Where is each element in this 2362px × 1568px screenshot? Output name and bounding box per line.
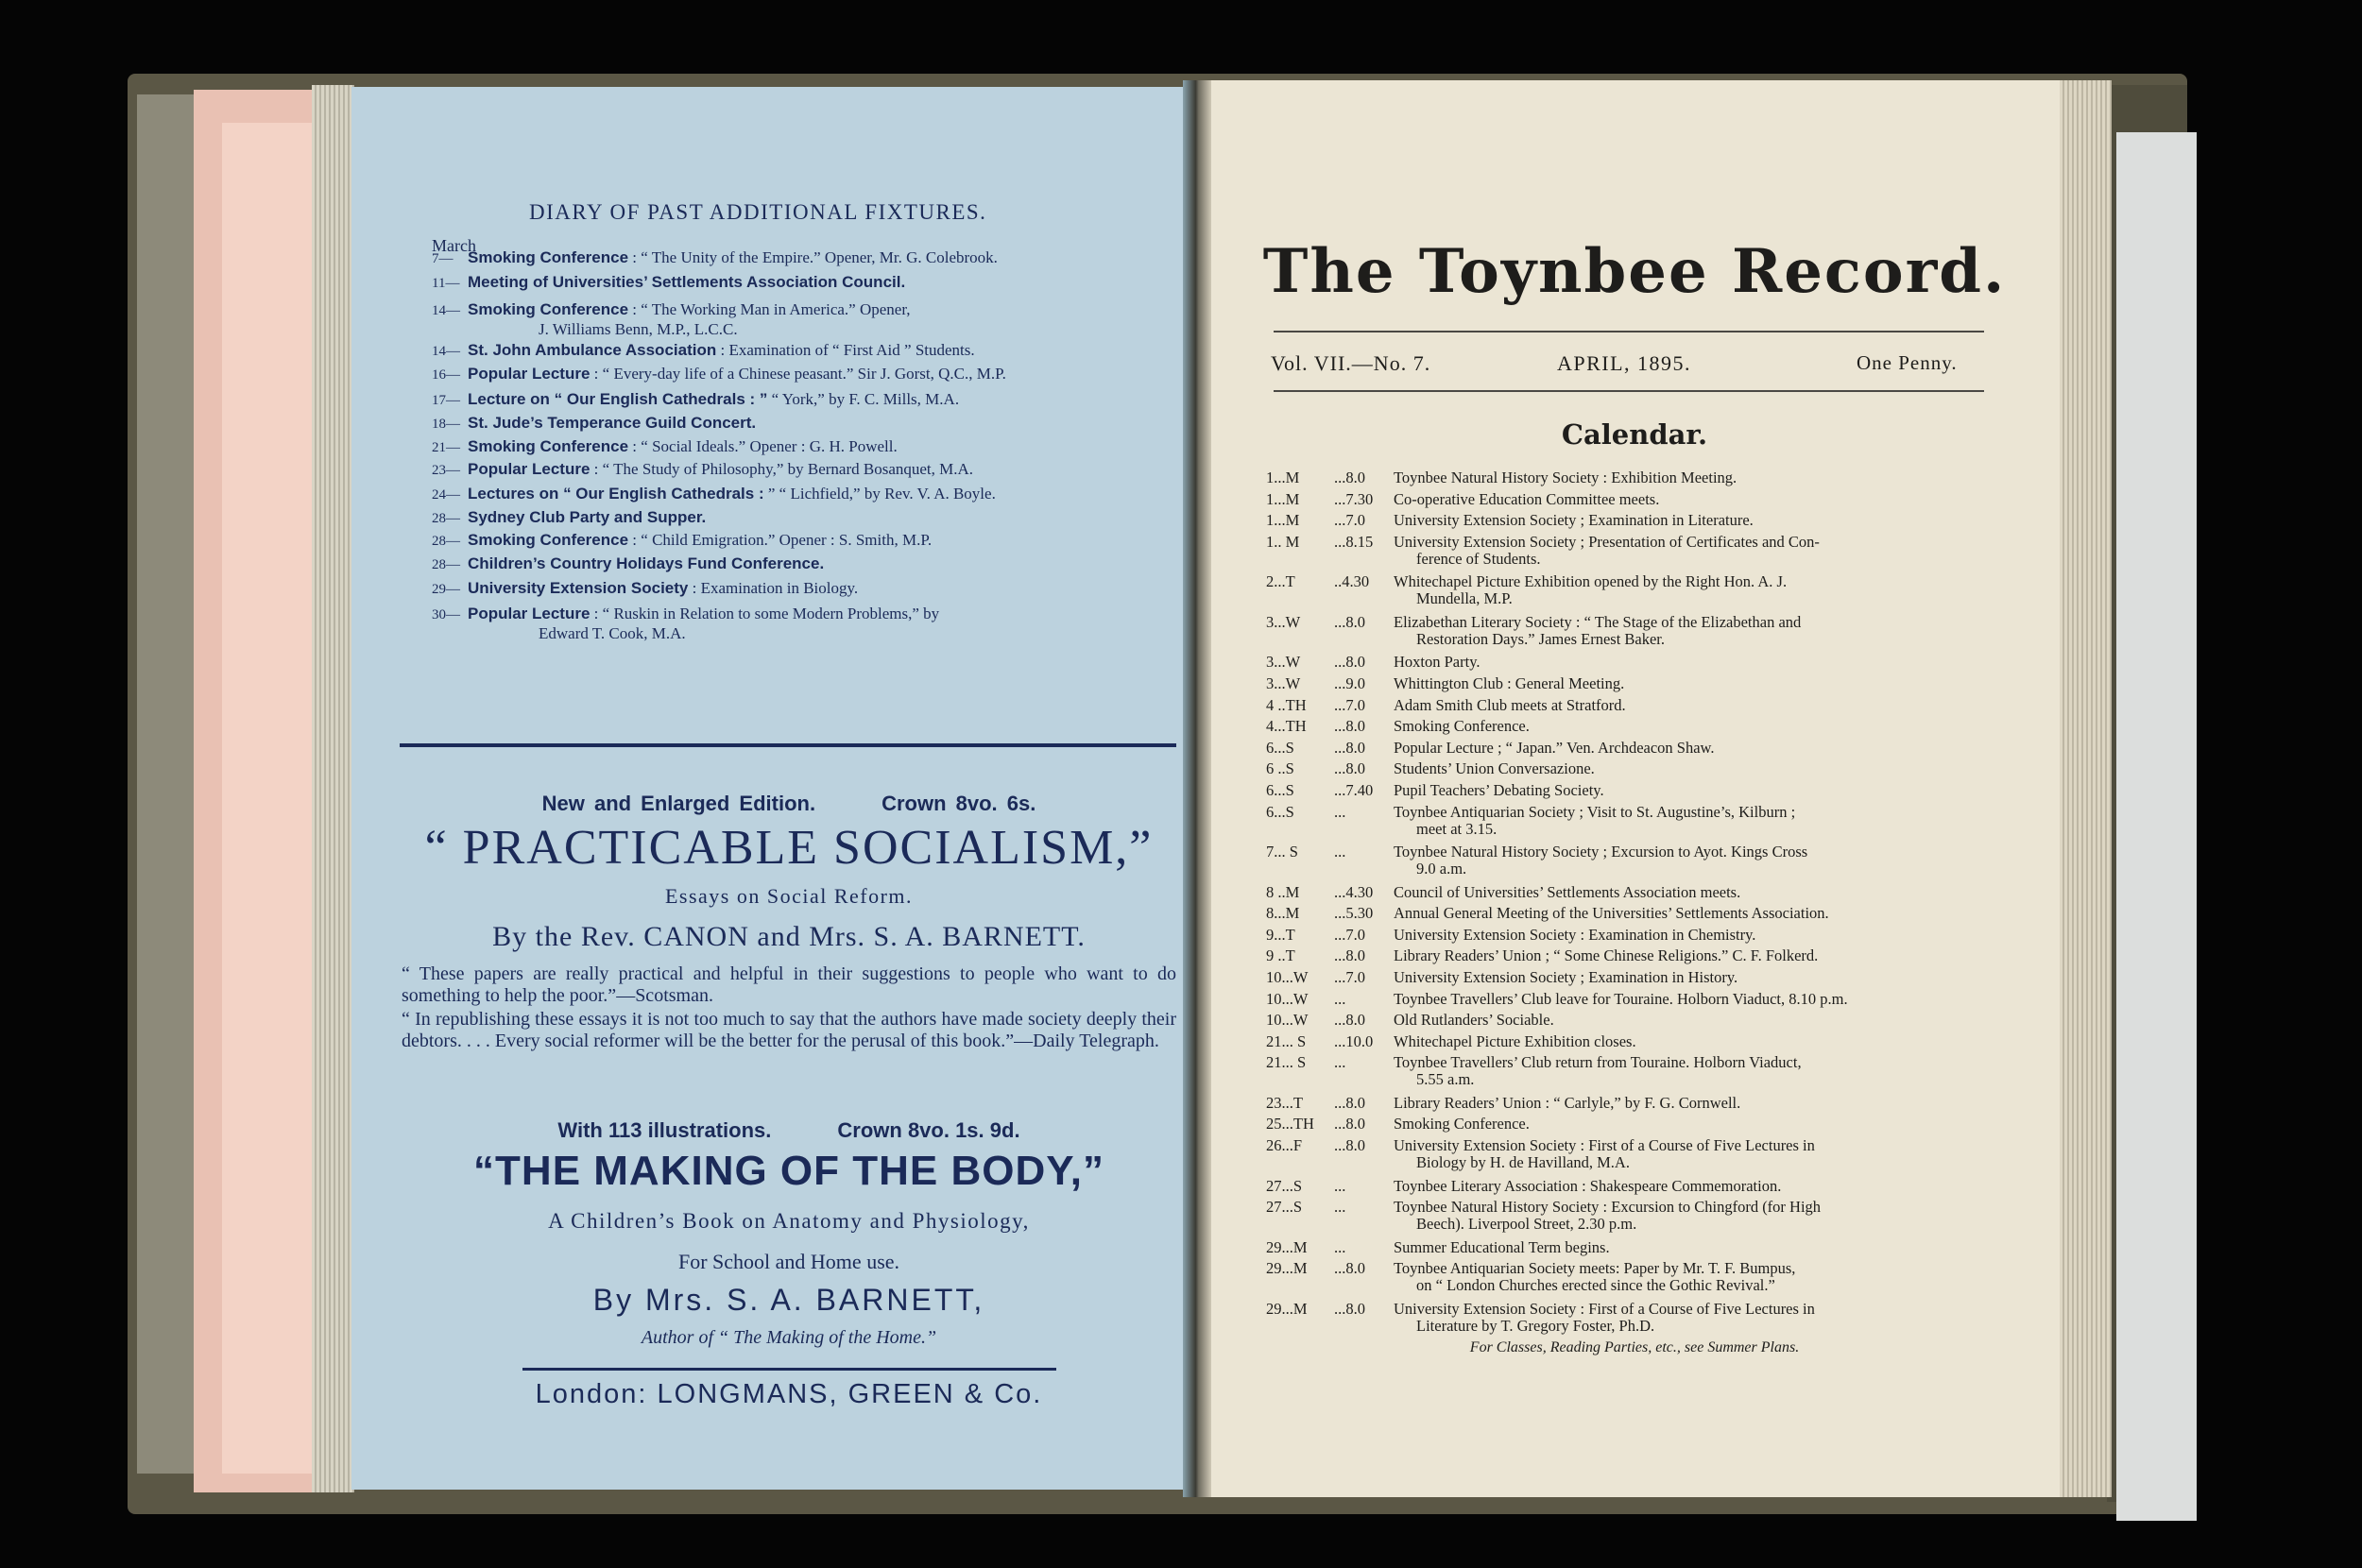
entry-text: Toynbee Antiquarian Society meets: Paper by Mr. T. F. Bumpus, [1394, 1259, 1796, 1278]
entry-text: Toynbee Travellers’ Club leave for Touraine. Holborn Viaduct, 8.10 p.m. [1394, 989, 1848, 1008]
fixture-heading: Lectures on “ Our English Cathedrals : [468, 485, 764, 503]
entry-date: 27...S [1266, 1176, 1303, 1195]
calendar-entry [1266, 1116, 1989, 1133]
entry-text: Students’ Union Conversazione. [1394, 759, 1595, 778]
entry-date: 9...T [1266, 925, 1295, 944]
entry-text: Old Rutlanders’ Sociable. [1394, 1011, 1554, 1030]
fixture-day: 17— [432, 393, 460, 408]
fixture-detail: ” “ Lichfield,” by Rev. V. A. Boyle. [767, 485, 996, 503]
entry-date: 1.. M [1266, 532, 1300, 551]
fixture-heading: Lecture on “ Our English Cathedrals : ” [468, 390, 768, 408]
ad1-quote-telegraph: “ In republishing these essays it is not too much to say that the authors have made society deeply their debtors. . . . Every social reformer will be the better for the perusal of this book.”—Daily Telegraph. [402, 1009, 1176, 1051]
entry-date: 21... S [1266, 1031, 1307, 1050]
calendar-entry [1266, 947, 1989, 964]
entry-text: Elizabethan Literary Society : “ The Stage of the Elizabethan and [1394, 612, 1802, 631]
fixture-row [432, 414, 1155, 434]
fixture-detail: : “ The Study of Philosophy,” by Bernard Bosanquet, M.A. [593, 460, 974, 478]
entry-time: ... [1334, 1053, 1346, 1072]
fixture-row [432, 248, 1155, 268]
page-edges-left [312, 85, 354, 1492]
entry-time: ...8.0 [1334, 1299, 1365, 1318]
fixture-heading: Popular Lecture [468, 460, 590, 478]
entry-time: ...4.30 [1334, 882, 1374, 901]
entry-date: 3...W [1266, 673, 1301, 692]
calendar-entry [1266, 740, 1989, 757]
entry-time: ...7.40 [1334, 780, 1374, 799]
entry-date: 27...S [1266, 1198, 1303, 1217]
entry-date: 3...W [1266, 653, 1301, 672]
fixture-day: 28— [432, 511, 460, 526]
issue-price: One Penny. [1857, 351, 1958, 374]
calendar-entry [1266, 927, 1989, 944]
fixture-detail: “ York,” by F. C. Mills, M.A. [771, 390, 960, 408]
calendar-entry [1266, 1137, 1989, 1171]
ad1-quote-scotsman: “ These papers are really practical and helpful in their suggestions to people who want to do something to help the poor.”—Scotsman. [402, 963, 1176, 1006]
entry-text: University Extension Society ; Examination in History. [1394, 967, 1738, 986]
calendar-title: Calendar. [1561, 418, 1708, 451]
fixture-detail: : “ Child Emigration.” Opener : S. Smith, M.P. [632, 531, 933, 549]
entry-time: ... [1334, 989, 1346, 1008]
fixture-heading: Children’s Country Holidays Fund Conference. [468, 554, 825, 572]
entry-date: 10...W [1266, 967, 1309, 986]
entry-text: Library Readers’ Union : “ Carlyle,” by F. G. Cornwell. [1394, 1093, 1741, 1112]
fixture-heading: Smoking Conference [468, 248, 629, 266]
entry-time: ...8.0 [1334, 469, 1365, 486]
entry-date: 3...W [1266, 612, 1301, 631]
fixture-day: 16— [432, 367, 460, 383]
fixture-detail: : “ Ruskin in Relation to some Modern Problems,” by [593, 605, 940, 622]
fixture-row [432, 300, 1155, 338]
volume-number: Vol. VII.—No. 7. [1271, 351, 1431, 375]
entry-time: ... [1334, 1198, 1346, 1217]
fixture-day: 14— [432, 303, 460, 318]
calendar-entry [1266, 1199, 1989, 1233]
fixture-row [432, 365, 1155, 384]
entry-time: ...7.0 [1334, 967, 1365, 986]
calendar-entry [1266, 884, 1989, 901]
fixture-day: 21— [432, 440, 460, 455]
fixture-row [432, 605, 1155, 642]
entry-time: ... [1334, 802, 1346, 821]
ad2-title: “THE MAKING OF THE BODY,” [473, 1148, 1104, 1194]
fixture-heading: Popular Lecture [468, 605, 590, 622]
entry-text: Whitechapel Picture Exhibition closes. [1394, 1031, 1636, 1050]
left-page [351, 87, 1183, 1490]
entry-text: Summer Educational Term begins. [1394, 1237, 1610, 1256]
calendar-entry [1266, 1095, 1989, 1112]
fixture-row [432, 460, 1155, 480]
fixture-heading: Meeting of Universities’ Settlements Association Council. [468, 273, 906, 291]
entry-time: ...8.0 [1334, 759, 1365, 778]
calendar-entry [1266, 614, 1989, 648]
fixture-detail: : “ Every-day life of a Chinese peasant.” Sir J. Gorst, Q.C., M.P. [593, 365, 1006, 383]
entry-date: 6...S [1266, 738, 1294, 757]
calendar-footnote: For Classes, Reading Parties, etc., see Summer Plans. [1469, 1339, 1800, 1355]
fixture-continuation: Edward T. Cook, M.A. [539, 624, 686, 642]
fixture-day: 29— [432, 582, 460, 597]
calendar-entry [1266, 1301, 1989, 1335]
fixture-row [432, 390, 1155, 410]
entry-time: ...8.0 [1334, 1093, 1365, 1112]
entry-time: ...8.0 [1334, 1011, 1365, 1030]
ad2-author-of: Author of “ The Making of the Home.” [641, 1327, 937, 1348]
entry-text: Co-operative Education Committee meets. [1394, 489, 1660, 508]
fixture-row [432, 341, 1155, 361]
ad1-title: “ PRACTICABLE SOCIALISM,” [424, 821, 1154, 875]
fixture-row [432, 437, 1155, 457]
entry-date: 8 ..M [1266, 882, 1300, 901]
fixture-row [432, 531, 1155, 551]
loose-sheet-right [2116, 132, 2197, 1521]
masthead: The Toynbee Record. [1262, 236, 2007, 307]
entry-date: 23...T [1266, 1093, 1303, 1112]
entry-date: 10...W [1266, 989, 1309, 1008]
ad1-edition-line [397, 792, 1181, 816]
entry-text: Toynbee Natural History Society : Exhibition Meeting. [1394, 469, 1737, 486]
entry-time: ..4.30 [1334, 572, 1370, 591]
entry-date: 4...TH [1266, 717, 1307, 736]
fixture-continuation: J. Williams Benn, M.P., L.C.C. [539, 320, 738, 338]
calendar-entry [1266, 991, 1989, 1008]
entry-date: 29...M [1266, 1237, 1308, 1256]
entry-date: 29...M [1266, 1259, 1308, 1278]
fixture-detail: : Examination in Biology. [692, 579, 859, 597]
fixture-day: 30— [432, 607, 460, 622]
entry-continuation: on “ London Churches erected since the Gothic Revival.” [1416, 1276, 1775, 1295]
fixture-heading: Smoking Conference [468, 437, 629, 455]
entry-time: ...8.0 [1334, 1136, 1365, 1154]
entry-text: Annual General Meeting of the Universities’ Settlements Association. [1394, 904, 1829, 923]
entry-time: ...8.0 [1334, 612, 1365, 631]
entry-continuation: Literature by T. Gregory Foster, Ph.D. [1416, 1316, 1655, 1335]
fixture-detail: : Examination of “ First Aid ” Students. [720, 341, 975, 359]
entry-time: ...8.0 [1334, 717, 1365, 736]
entry-date: 8...M [1266, 904, 1300, 923]
fixture-row [432, 485, 1155, 504]
entry-date: 6...S [1266, 780, 1294, 799]
entry-date: 1...M [1266, 489, 1300, 508]
entry-date: 29...M [1266, 1299, 1308, 1318]
entry-time: ... [1334, 843, 1346, 861]
entry-text: University Extension Society : First of a Course of Five Lectures in [1394, 1299, 1815, 1318]
entry-text: Adam Smith Club meets at Stratford. [1394, 695, 1626, 714]
entry-date: 1...M [1266, 469, 1300, 486]
fixture-detail: : “ Social Ideals.” Opener : G. H. Powell. [632, 437, 898, 455]
entry-text: Pupil Teachers’ Debating Society. [1394, 780, 1604, 799]
calendar-entry [1266, 969, 1989, 986]
entry-time: ...8.0 [1334, 1259, 1365, 1278]
fixture-day: 11— [432, 276, 460, 291]
ad1-edition: New and Enlarged Edition. [541, 792, 816, 815]
calendar-entry [1266, 1054, 1989, 1088]
entry-text: Toynbee Natural History Society : Excursion to Chingford (for High [1394, 1198, 1822, 1217]
calendar-entry [1266, 573, 1989, 607]
entry-text: University Extension Society ; Examination in Literature. [1394, 511, 1754, 530]
calendar-entry [1266, 491, 1989, 508]
entry-continuation: ference of Students. [1416, 549, 1541, 568]
diary-title: DIARY OF PAST ADDITIONAL FIXTURES. [529, 200, 987, 224]
fixture-heading: Popular Lecture [468, 365, 590, 383]
entry-text: University Extension Society : First of a Course of Five Lectures in [1394, 1136, 1815, 1154]
entry-continuation: Restoration Days.” James Ernest Baker. [1416, 629, 1666, 648]
entry-text: University Extension Society : Examination in Chemistry. [1394, 925, 1756, 944]
calendar-entry [1266, 782, 1989, 799]
ad2-publisher: London: LONGMANS, GREEN & Co. [535, 1379, 1043, 1409]
entry-date: 6...S [1266, 802, 1294, 821]
calendar-entry [1266, 1260, 1989, 1294]
fixture-heading: Sydney Club Party and Supper. [468, 508, 707, 526]
masthead-rule-bottom [1274, 390, 1984, 392]
calendar-entry [1266, 844, 1989, 878]
fixture-day: 24— [432, 487, 460, 503]
publisher-rule [522, 1368, 1056, 1371]
entry-text: Library Readers’ Union ; “ Some Chinese Religions.” C. F. Folkerd. [1394, 946, 1819, 965]
calendar-entry [1266, 512, 1989, 529]
entry-date: 10...W [1266, 1011, 1309, 1030]
ad2-illustrations: With 113 illustrations. [557, 1118, 772, 1142]
masthead-rule-top [1274, 331, 1984, 332]
ad2-byline: By Mrs. S. A. BARNETT, [592, 1283, 985, 1317]
fixture-day: 23— [432, 463, 460, 478]
fixture-heading: St. John Ambulance Association [468, 341, 717, 359]
entry-continuation: Mundella, M.P. [1416, 589, 1513, 608]
entry-text: University Extension Society ; Presentation of Certificates and Con- [1394, 532, 1820, 551]
entry-time: ...8.0 [1334, 1115, 1365, 1133]
calendar-entry [1266, 804, 1989, 838]
entry-continuation: Beech). Liverpool Street, 2.30 p.m. [1416, 1215, 1637, 1234]
calendar-entry [1266, 1033, 1989, 1050]
entry-date: 7... S [1266, 843, 1298, 861]
entry-date: 25...TH [1266, 1115, 1314, 1133]
entry-continuation: 5.55 a.m. [1416, 1070, 1475, 1089]
fixture-heading: Smoking Conference [468, 531, 629, 549]
calendar-entry [1266, 534, 1989, 568]
entry-date: 1...M [1266, 511, 1300, 530]
fixture-day: 14— [432, 344, 460, 359]
fixture-detail: : “ The Working Man in America.” Opener, [632, 300, 911, 318]
calendar-entry [1266, 718, 1989, 735]
entry-time: ...9.0 [1334, 673, 1365, 692]
entry-date: 26...F [1266, 1136, 1303, 1154]
entry-text: Hoxton Party. [1394, 653, 1481, 672]
fixture-row [432, 554, 1155, 574]
ad2-edition-line [397, 1118, 1181, 1143]
entry-text: Smoking Conference. [1394, 1115, 1530, 1133]
calendar-entry [1266, 760, 1989, 777]
calendar-entry [1266, 905, 1989, 922]
entry-date: 4 ..TH [1266, 695, 1307, 714]
fixture-heading: University Extension Society [468, 579, 689, 597]
calendar-entry [1266, 654, 1989, 671]
ad1-format: Crown 8vo. 6s. [881, 792, 1036, 815]
entry-time: ...10.0 [1334, 1031, 1374, 1050]
entry-text: Whittington Club : General Meeting. [1394, 673, 1625, 692]
entry-continuation: 9.0 a.m. [1416, 860, 1467, 878]
fixture-day: 28— [432, 534, 460, 549]
entry-time: ...7.0 [1334, 695, 1365, 714]
ad2-subtitle: A Children’s Book on Anatomy and Physiology, [548, 1209, 1030, 1233]
fixture-row [432, 508, 1155, 528]
calendar-entry [1266, 469, 1989, 486]
fixture-heading: St. Jude’s Temperance Guild Concert. [468, 414, 757, 432]
entry-time: ...5.30 [1334, 904, 1374, 923]
entry-continuation: meet at 3.15. [1416, 819, 1498, 838]
entry-time: ...7.0 [1334, 511, 1365, 530]
entry-continuation: Biology by H. de Havilland, M.A. [1416, 1153, 1630, 1171]
fixture-row [432, 579, 1155, 599]
entry-date: 21... S [1266, 1053, 1307, 1072]
entry-text: Toynbee Antiquarian Society ; Visit to St. Augustine’s, Kilburn ; [1394, 802, 1796, 821]
fixture-day: 28— [432, 557, 460, 572]
entry-time: ...8.0 [1334, 738, 1365, 757]
entry-text: Council of Universities’ Settlements Association meets. [1394, 882, 1741, 901]
entry-text: Smoking Conference. [1394, 717, 1530, 736]
ad2-audience: For School and Home use. [677, 1250, 900, 1273]
divider-rule [400, 743, 1176, 747]
fixture-detail: : “ The Unity of the Empire.” Opener, Mr. G. Colebrook. [632, 248, 998, 266]
entry-text: Toynbee Literary Association : Shakespeare Commemoration. [1394, 1176, 1782, 1195]
book-gutter [1183, 80, 1211, 1497]
calendar-entry [1266, 1178, 1989, 1195]
entry-text: Whitechapel Picture Exhibition opened by the Right Hon. A. J. [1394, 572, 1788, 591]
entry-time: ... [1334, 1237, 1346, 1256]
issue-date: APRIL, 1895. [1557, 351, 1692, 375]
fixture-day: 18— [432, 417, 460, 432]
calendar-entry [1266, 675, 1989, 692]
entry-time: ...8.15 [1334, 532, 1374, 551]
page-edges-right [2060, 80, 2112, 1497]
entry-text: Toynbee Natural History Society ; Excursion to Ayot. Kings Cross [1394, 843, 1808, 861]
ad1-subtitle: Essays on Social Reform. [664, 884, 914, 908]
entry-time: ... [1334, 1176, 1346, 1195]
entry-time: ...8.0 [1334, 946, 1365, 965]
ad2-format: Crown 8vo. 1s. 9d. [837, 1118, 1020, 1142]
calendar-entry [1266, 1239, 1989, 1256]
fixture-row [432, 273, 1155, 293]
entry-date: 9 ..T [1266, 946, 1295, 965]
entry-text: Toynbee Travellers’ Club return from Touraine. Holborn Viaduct, [1394, 1053, 1802, 1072]
ad1-byline: By the Rev. CANON and Mrs. S. A. BARNETT. [492, 921, 1086, 952]
entry-date: 6 ..S [1266, 759, 1294, 778]
entry-date: 2...T [1266, 572, 1295, 591]
entry-time: ...7.0 [1334, 925, 1365, 944]
fixture-heading: Smoking Conference [468, 300, 629, 318]
calendar-entry [1266, 697, 1989, 714]
diary-month: March [432, 236, 476, 255]
entry-time: ...8.0 [1334, 653, 1365, 672]
entry-time: ...7.30 [1334, 489, 1374, 508]
entry-text: Popular Lecture ; “ Japan.” Ven. Archdeacon Shaw. [1394, 738, 1715, 757]
pink-endpaper-inner [222, 123, 317, 1474]
fixture-day: 7— [432, 251, 454, 266]
calendar-entry [1266, 1012, 1989, 1029]
